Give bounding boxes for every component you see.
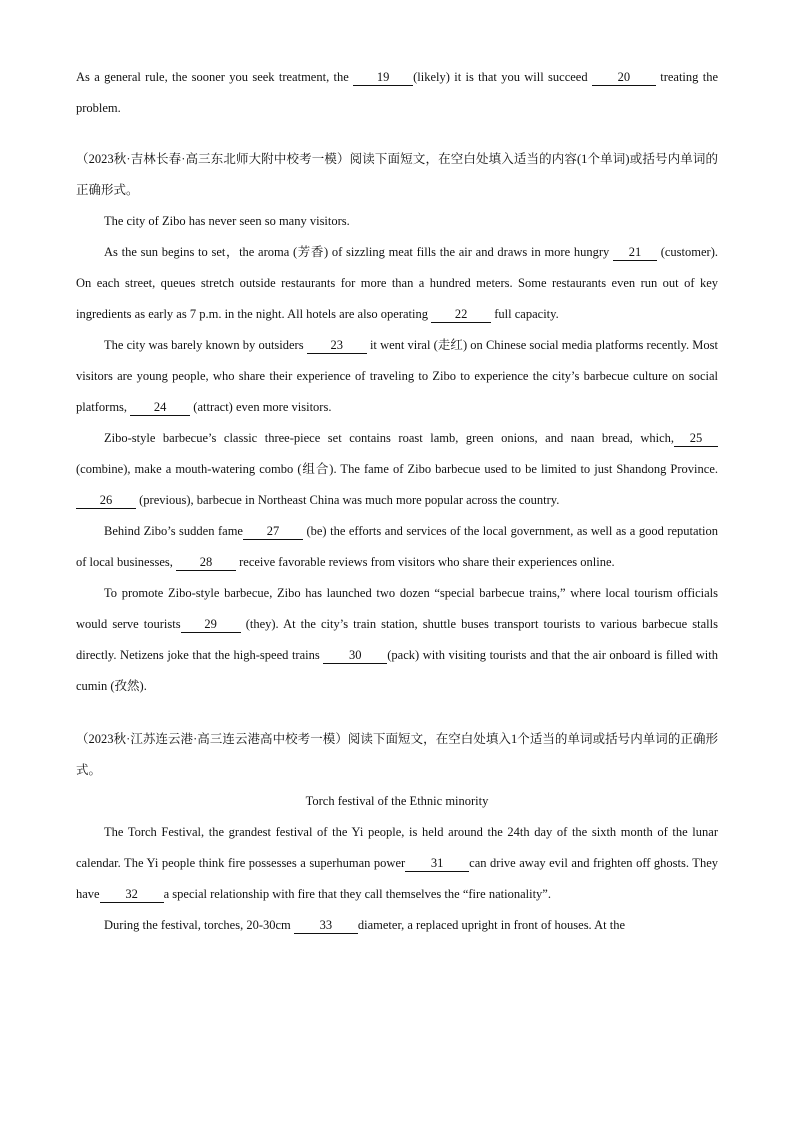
p2-2-text-a: During the festival, torches, 20-30cm (104, 918, 294, 932)
p1-4-text-a: Behind Zibo’s sudden fame (104, 524, 243, 538)
p1-1-text-a: As the sun begins to set，the aroma (芳香) of sizzling meat fills the air and draws in more hungry (104, 245, 613, 259)
blank-33: 33 (294, 917, 358, 934)
intro-text-a: As a general rule, the sooner you seek treatment, the (76, 70, 354, 84)
passage2-paragraph-1 (76, 817, 718, 910)
passage1-paragraph-2 (76, 330, 718, 423)
blank-20: 20 (592, 69, 656, 86)
p1-2-text-c: (attract) even more visitors. (190, 400, 332, 414)
blank-21: 21 (613, 244, 657, 261)
p1-3-text-b: (combine), make a mouth-watering combo (组合). The fame of Zibo barbecue used to be limited to just Shandong Province. (76, 462, 718, 476)
p1-3-text-a: Zibo-style barbecue’s classic three-piece set contains roast lamb, green onions, and naan bread, which, (104, 431, 674, 445)
intro-text-c: treating the problem. (76, 70, 718, 115)
intro-text-b: (likely) it is that you will succeed (413, 70, 592, 84)
blank-23: 23 (307, 337, 367, 354)
passage1-paragraph-4 (76, 516, 718, 578)
p1-4-text-c: receive favorable reviews from visitors who share their experiences online. (235, 555, 615, 569)
passage1-heading: （2023秋·吉林长春·高三东北师大附中校考一模）阅读下面短文，在空白处填入适当的内容(1个单词)或括号内单词的正确形式。 (76, 152, 718, 197)
blank-28: 28 (176, 554, 236, 571)
blank-24: 24 (130, 399, 190, 416)
p1-1-text-c: full capacity. (491, 307, 559, 321)
p1-3-text-c: (previous), barbecue in Northeast China was much more popular across the country. (136, 493, 560, 507)
p1-5-text-b: (they). At the city’s train station, shuttle buses transport tourists to various barbecue stalls directly. Netizens joke that the high-speed trains (76, 617, 718, 662)
p1-5-text-a: To promote Zibo-style barbecue, Zibo has launched two dozen “special barbecue trains,” where local tourism officials would serve tourists (76, 586, 718, 631)
p1-5-text-c: (pack) with visiting tourists and that the air onboard is filled with cumin (孜然). (76, 648, 718, 693)
passage2-heading: （2023秋·江苏连云港·高三连云港高中校考一模）阅读下面短文，在空白处填入1个适当的单词或括号内单词的正确形式。 (76, 732, 718, 777)
passage2-paragraph-2 (76, 910, 718, 941)
passage1-paragraph-3 (76, 423, 718, 516)
p1-1-text-b: (customer). On each street, queues stretch outside restaurants for more than a hundred meters. Some restaurants even run out of key ingredients as early as 7 p.m. in the night. All hotels are also operating (76, 245, 718, 321)
p2-1-text-b: can drive away evil and frighten off ghosts. They have (76, 856, 718, 901)
p2-1-text-c: a special relationship with fire that they call themselves the “fire nationality”. (163, 887, 551, 901)
p2-2-text-b: diameter, a replaced upright in front of houses. At the (357, 918, 626, 932)
passage1-paragraph-1 (76, 237, 718, 330)
blank-19: 19 (353, 69, 413, 86)
blank-29: 29 (181, 616, 241, 633)
blank-25: 25 (674, 430, 718, 447)
blank-26: 26 (76, 492, 136, 509)
p1-4-text-b: (be) the efforts and services of the local government, as well as a good reputation of local businesses, (76, 524, 718, 569)
blank-22: 22 (431, 306, 491, 323)
passage1-title: The city of Zibo has never seen so many visitors. (104, 214, 350, 228)
p1-2-text-a: The city was barely known by outsiders (104, 338, 307, 352)
intro-paragraph (76, 62, 718, 124)
p2-1-text-a: The Torch Festival, the grandest festival of the Yi people, is held around the 24th day of the sixth month of the lunar calendar. The Yi people think fire possesses a superhuman power (76, 825, 718, 870)
document-page (76, 62, 718, 941)
blank-30: 30 (323, 647, 387, 664)
passage2-title: Torch festival of the Ethnic minority (305, 794, 489, 808)
passage1-paragraph-5 (76, 578, 718, 702)
blank-32: 32 (100, 886, 164, 903)
blank-31: 31 (405, 855, 469, 872)
p1-2-text-b: it went viral (走红) on Chinese social media platforms recently. Most visitors are young people, who share their experience of traveling to Zibo to experience the city’s barbecue culture on social platforms, (76, 338, 718, 414)
blank-27: 27 (243, 523, 303, 540)
